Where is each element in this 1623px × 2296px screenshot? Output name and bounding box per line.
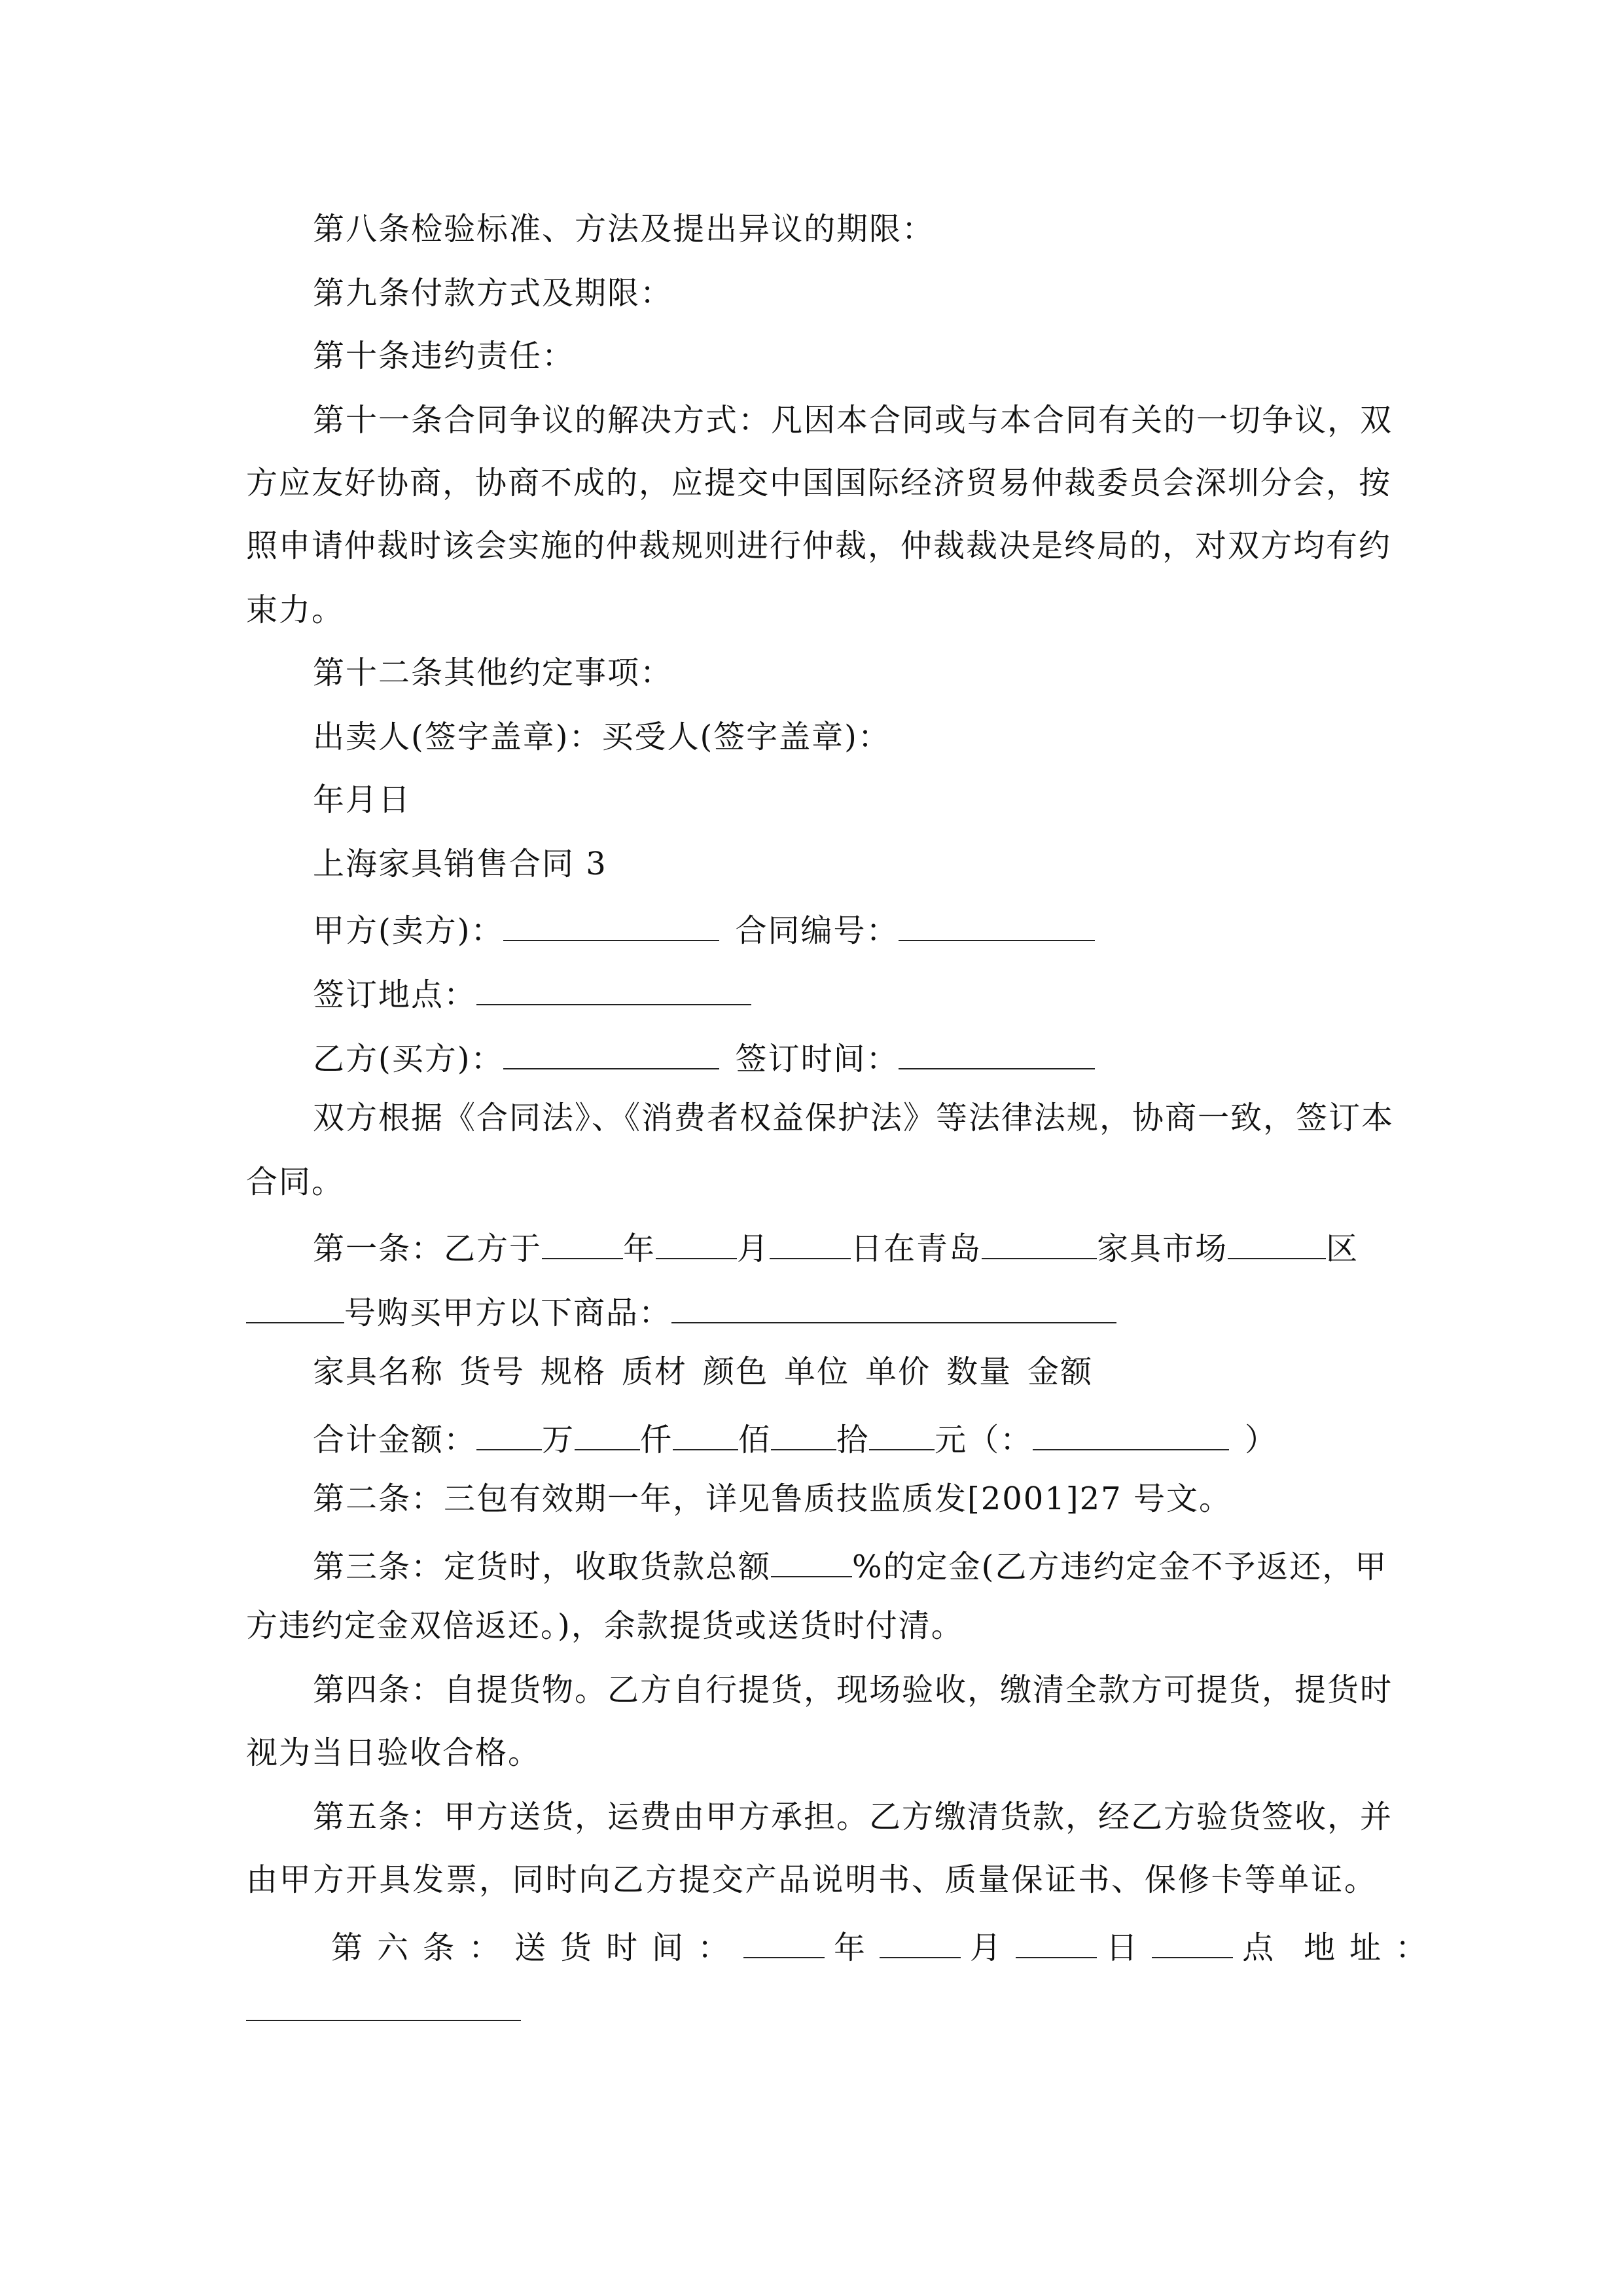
clause-3-pre: 第三条：定货时，收取货款总额 bbox=[313, 1549, 772, 1585]
bai-blank bbox=[673, 1415, 738, 1450]
delivery-day-blank bbox=[1016, 1923, 1097, 1958]
article-10: 第十条违约责任： bbox=[313, 338, 575, 374]
article-12: 第十二条其他约定事项： bbox=[313, 655, 673, 691]
sign-time-label: 签订时间： bbox=[735, 1041, 899, 1077]
total-label: 合计金额： bbox=[313, 1422, 477, 1458]
clause-1-label: 第一条：乙方于 bbox=[313, 1230, 543, 1267]
party-b-label: 乙方(买方)： bbox=[313, 1041, 504, 1077]
column-header: 金额 bbox=[1027, 1354, 1094, 1390]
clause-1-line-1 bbox=[313, 1224, 1359, 1270]
intro-line-1: 双方根据《合同法》、《消费者权益保护法》等法律法规，协商一致，签订本 bbox=[313, 1100, 1395, 1136]
delivery-hour-blank bbox=[1152, 1923, 1233, 1958]
month-label: 月 bbox=[737, 1230, 770, 1267]
number-blank bbox=[246, 1288, 344, 1323]
party-a-row bbox=[313, 906, 1095, 952]
market-label: 家具市场 bbox=[1097, 1230, 1228, 1267]
market-blank bbox=[982, 1224, 1097, 1259]
shi-blank bbox=[771, 1415, 836, 1450]
delivery-address-blank bbox=[246, 1986, 521, 2021]
article-11-line-2: 方应友好协商，协商不成的，应提交中国国际经济贸易仲裁委员会深圳分会，按 bbox=[246, 465, 1392, 501]
article-11-line-3: 照申请仲裁时该会实施的仲裁规则进行仲裁，仲裁裁决是终局的，对双方均有约 bbox=[246, 528, 1392, 564]
clause-3-post: %的定金(乙方违约定金不予返还，甲 bbox=[852, 1549, 1388, 1585]
article-11-line-4: 束力。 bbox=[246, 592, 345, 628]
delivery-month-label: 月 bbox=[970, 1929, 1016, 1966]
clause-3-line-1 bbox=[313, 1542, 1388, 1588]
clause-6-line-1 bbox=[331, 1923, 1441, 1969]
yuan-blank bbox=[869, 1415, 935, 1450]
delivery-address-label: 地址： bbox=[1304, 1929, 1442, 1966]
party-b-blank bbox=[503, 1034, 719, 1069]
year-label: 年 bbox=[623, 1230, 656, 1267]
clause-4-line-1: 第四条：自提货物。乙方自行提货，现场验收，缴清全款方可提货，提货时 bbox=[313, 1672, 1393, 1708]
contract-number-label: 合同编号： bbox=[735, 912, 899, 949]
clause-6-label: 第六条：送货时间： bbox=[331, 1929, 744, 1966]
delivery-day-label: 日 bbox=[1106, 1929, 1152, 1966]
party-b-row bbox=[313, 1034, 1095, 1080]
zone-blank bbox=[1228, 1224, 1326, 1259]
column-header: 家具名称 bbox=[313, 1354, 444, 1390]
zone-label: 区 bbox=[1326, 1230, 1359, 1267]
column-header: 单价 bbox=[865, 1354, 931, 1390]
clause-5-line-1: 第五条：甲方送货，运费由甲方承担。乙方缴清货款，经乙方验货签收，并 bbox=[313, 1799, 1393, 1835]
qian-label: 仟 bbox=[640, 1422, 673, 1458]
column-header: 质材 bbox=[622, 1354, 688, 1390]
party-a-blank bbox=[503, 906, 719, 941]
clause-2: 第二条：三包有效期一年，详见鲁质技监质发[2001]27 号文。 bbox=[313, 1480, 1232, 1517]
column-header: 货号 bbox=[459, 1354, 526, 1390]
clause-3-line-2: 方违约定金双倍返还。)，余款提货或送货时付清。 bbox=[246, 1607, 964, 1644]
delivery-year-blank bbox=[743, 1923, 825, 1958]
day-place-label: 日在青岛 bbox=[851, 1230, 982, 1267]
yuan-label: 元（： bbox=[935, 1422, 1033, 1458]
wan-blank bbox=[476, 1415, 542, 1450]
column-header: 单位 bbox=[784, 1354, 850, 1390]
deposit-blank bbox=[771, 1542, 852, 1577]
wan-label: 万 bbox=[542, 1422, 575, 1458]
clause-4-line-2: 视为当日验收合格。 bbox=[246, 1734, 541, 1771]
day-blank bbox=[770, 1224, 851, 1259]
signature-line: 出卖人(签字盖章)：买受人(签字盖章)： bbox=[313, 719, 891, 755]
goods-table-header bbox=[313, 1351, 1093, 1393]
clause-1-line-2 bbox=[246, 1288, 1116, 1334]
total-amount-row bbox=[313, 1415, 1277, 1461]
total-close: ） bbox=[1245, 1422, 1278, 1458]
article-9: 第九条付款方式及期限： bbox=[313, 275, 673, 312]
column-header: 颜色 bbox=[703, 1354, 769, 1390]
shi-label: 拾 bbox=[836, 1422, 870, 1458]
amount-figure-blank bbox=[1033, 1415, 1229, 1450]
contract-title: 上海家具销售合同 3 bbox=[313, 846, 607, 882]
clause-5-line-2: 由甲方开具发票，同时向乙方提交产品说明书、质量保证书、保修卡等单证。 bbox=[246, 1861, 1377, 1898]
month-blank bbox=[656, 1224, 737, 1259]
article-8: 第八条检验标准、方法及提出异议的期限： bbox=[313, 211, 935, 247]
intro-line-2: 合同。 bbox=[246, 1164, 345, 1200]
column-header: 数量 bbox=[946, 1354, 1012, 1390]
signature-date: 年月日 bbox=[313, 781, 412, 818]
sign-place-row bbox=[313, 970, 751, 1016]
number-label: 号购买甲方以下商品： bbox=[344, 1295, 672, 1331]
year-blank bbox=[542, 1224, 623, 1259]
delivery-year-label: 年 bbox=[834, 1929, 880, 1966]
delivery-hour-label: 点 bbox=[1242, 1929, 1289, 1966]
qian-blank bbox=[575, 1415, 640, 1450]
contract-number-blank bbox=[899, 906, 1095, 941]
clause-6-line-2 bbox=[246, 1986, 521, 2032]
party-a-label: 甲方(卖方)： bbox=[313, 912, 504, 949]
sign-time-blank bbox=[899, 1034, 1095, 1069]
sign-place-label: 签订地点： bbox=[313, 977, 477, 1013]
article-11-line-1: 第十一条合同争议的解决方式：凡因本合同或与本合同有关的一切争议，双 bbox=[313, 402, 1393, 439]
delivery-month-blank bbox=[880, 1923, 961, 1958]
bai-label: 佰 bbox=[738, 1422, 772, 1458]
goods-blank bbox=[671, 1288, 1116, 1323]
column-header: 规格 bbox=[541, 1354, 607, 1390]
sign-place-blank bbox=[476, 970, 751, 1005]
